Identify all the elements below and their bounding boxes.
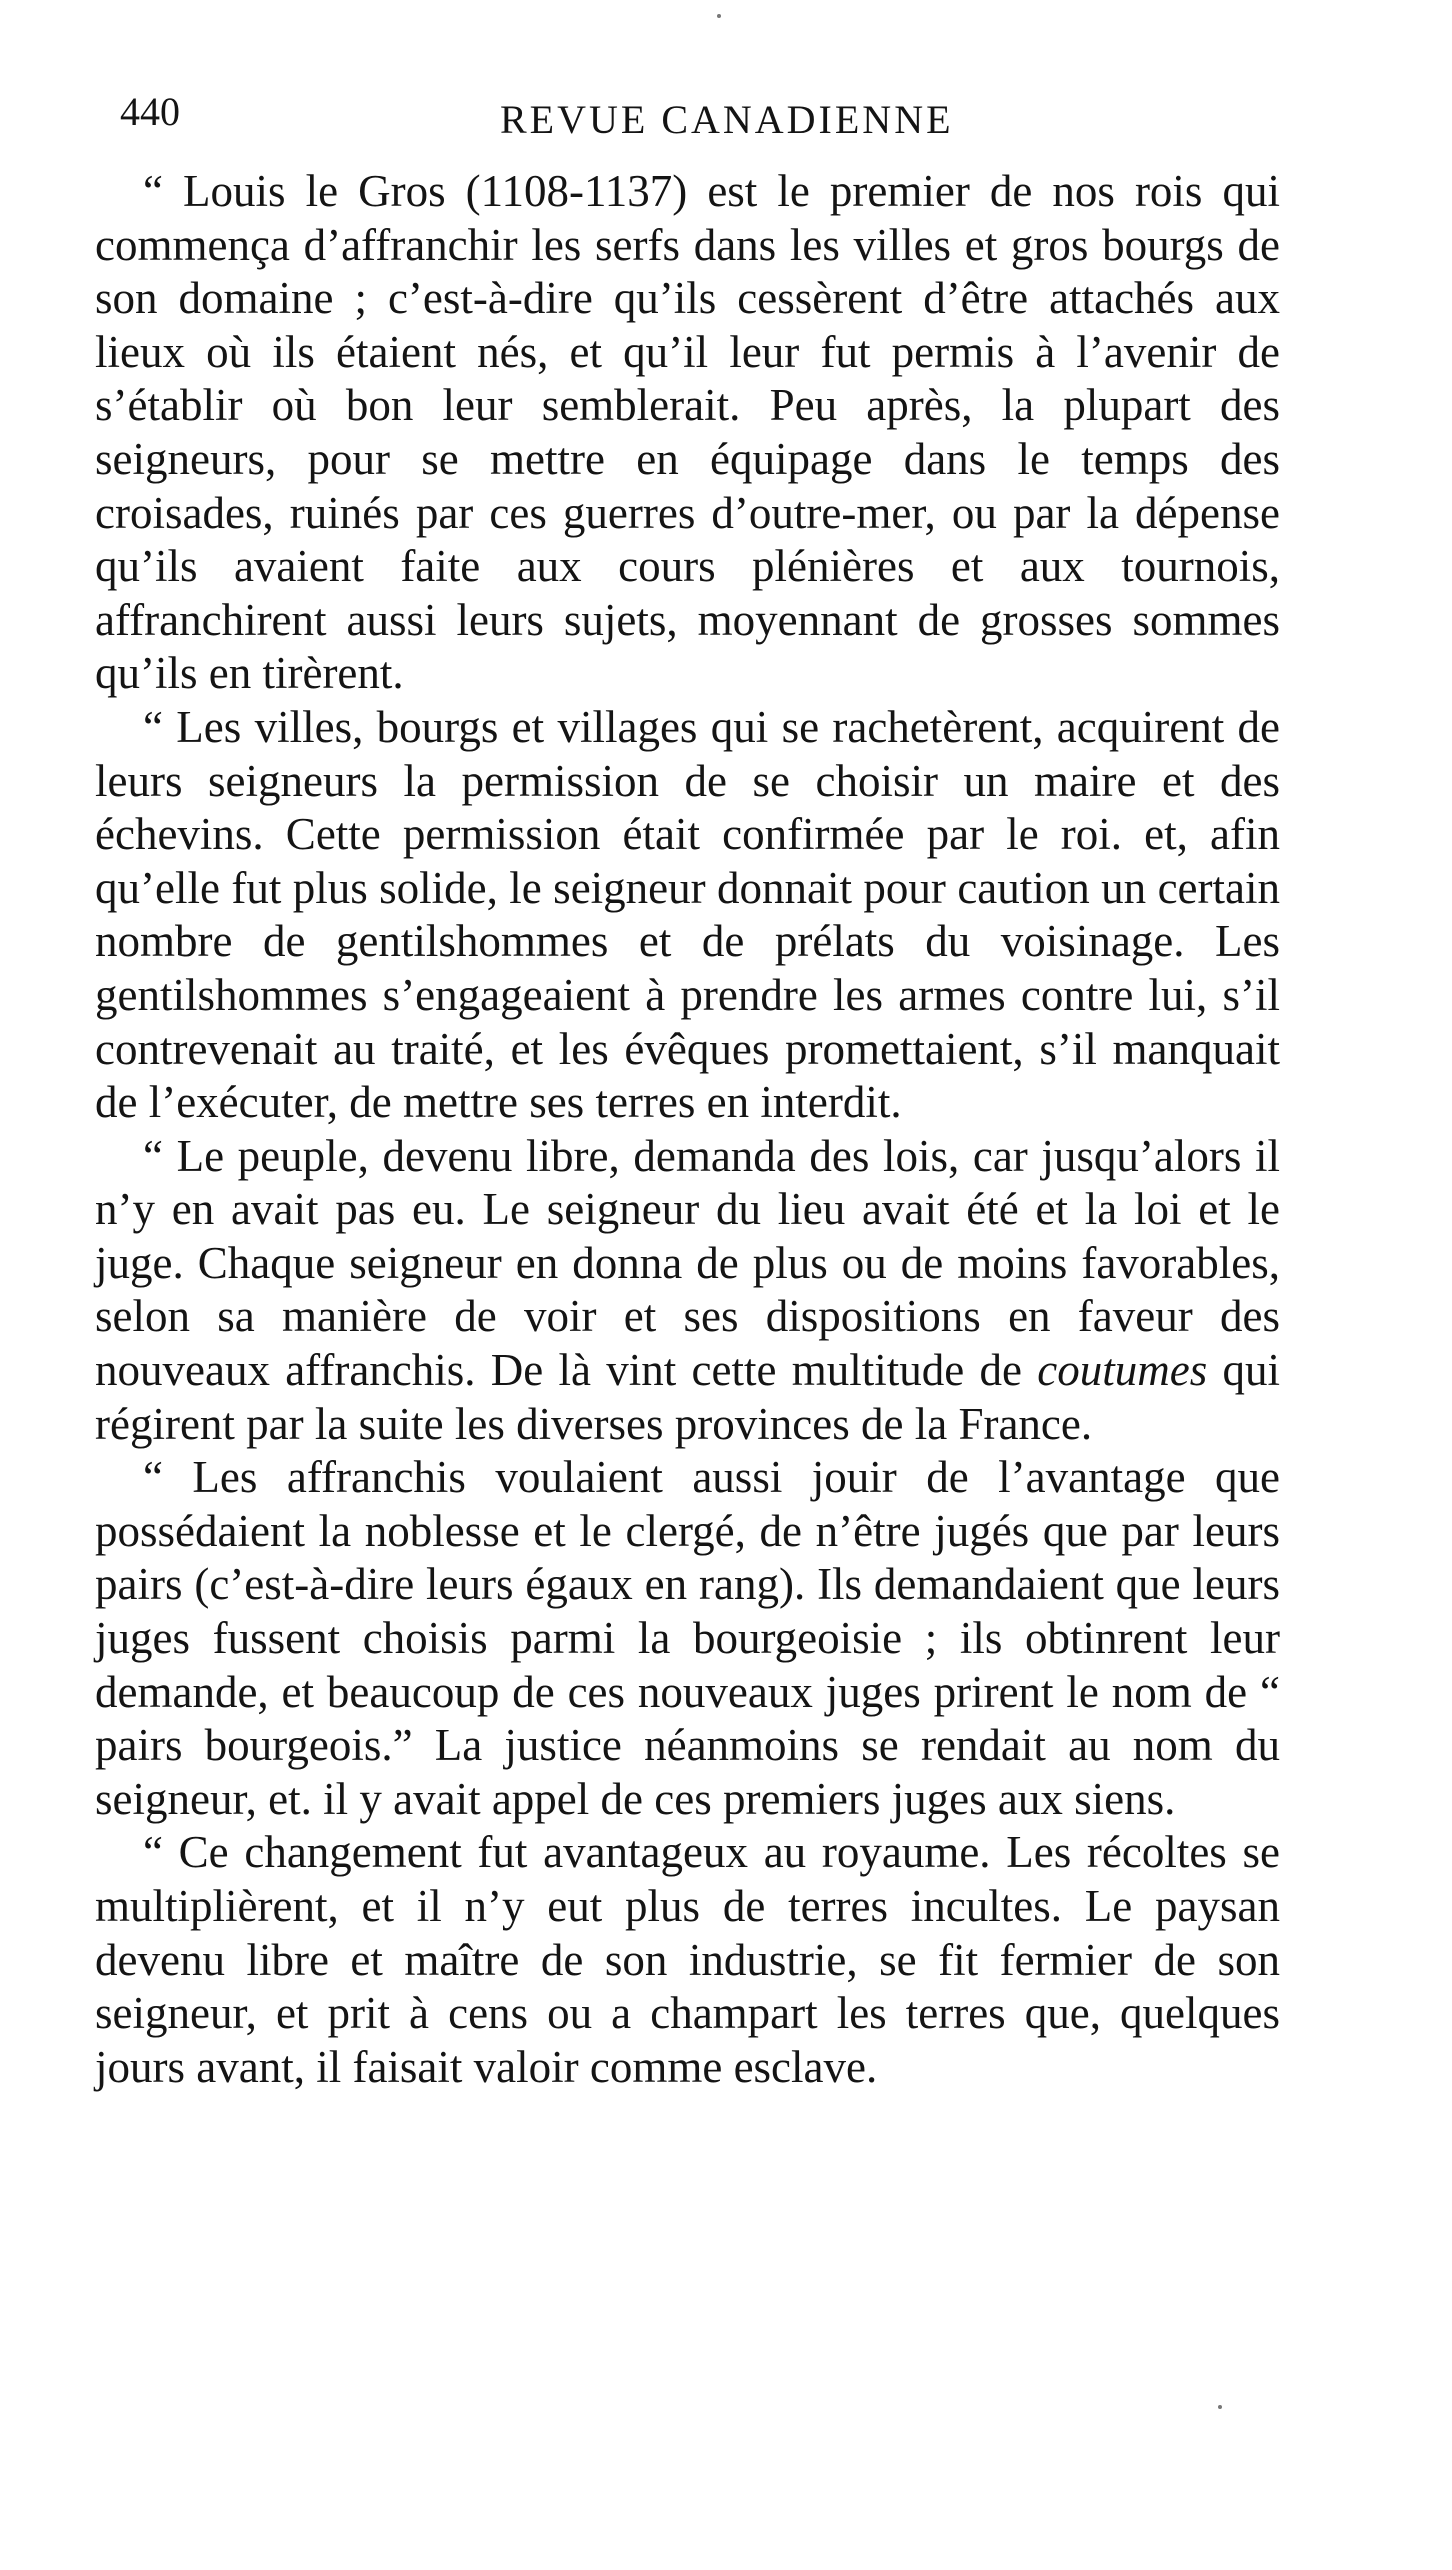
paragraph-text: qui régirent par la suite les diverses provinces de la France. [95,1345,1280,1449]
paragraph [95,1826,1280,2094]
page-number: 440 [120,89,180,134]
paragraph [95,1130,1280,1452]
paragraph-text: “ Le peuple, devenu libre, demanda des lois, car jusqu’alors il n’y en avait pas eu. Le seigneur du lieu avait été et la loi et le juge. Chaque seigneur en donna de plus ou de moins favorables, selon sa manière de voir et ses dispositions en faveur des nouveaux affranchis. De là vint cette multitude de [95,1130,1280,1396]
italic-term: coutumes [1037,1345,1208,1396]
paragraph-text: “ Louis le Gros (1108-1137) est le premier de nos rois qui commença d’affranchir les serfs dans les villes et gros bourgs de son domaine ; c’est-à-dire qu’ils cessèrent d’être attachés aux lieux où ils étaient nés, et qu’il leur fut permis à l’avenir de s’établir où bon leur semblerait. Peu après, la plupart des seigneurs, pour se mettre en équipage dans le temps des croisades, ruinés par ces guerres d’outre-mer, ou par la dépense qu’ils avaient faite aux cours plénières et aux tournois, affranchirent aussi leurs sujets, moyennant de grosses sommes qu’ils en tirèrent. [95,166,1280,699]
paragraph [95,165,1280,701]
scan-speck [717,14,721,18]
running-head: REVUE CANADIENNE [500,97,954,142]
body-text [95,165,1280,2094]
paragraph-text: “ Les affranchis voulaient aussi jouir de l’avantage que possédaient la noblesse et le clergé, de n’être jugés que par leurs pairs (c’est-à-dire leurs égaux en rang). Ils demandaient que leurs juges fussent choisis parmi la bourgeoisie ; ils obtinrent leur demande, et beaucoup de ces nouveaux juges prirent le nom de “ pairs bourgeois.” La justice néanmoins se rendait au nom du seigneur, et. il y avait appel de ces premiers juges aux siens. [95,1452,1280,1824]
paragraph-text: “ Ce changement fut avantageux au royaume. Les récoltes se multiplièrent, et il n’y eut plus de terres incultes. Le paysan devenu libre et maître de son industrie, se fit fermier de son seigneur, et prit à cens ou a champart les terres que, quelques jours avant, il faisait valoir comme esclave. [95,1827,1280,2092]
scan-speck [1218,2405,1222,2409]
page-header [120,88,1280,158]
paragraph-text: “ Les villes, bourgs et villages qui se rachetèrent, acquirent de leurs seigneurs la permission de se choisir un maire et des échevins. Cette permission était confirmée par le roi. et, afin qu’elle fut plus solide, le seigneur donnait pour caution un certain nombre de gentilshommes et de prélats du voisinage. Les gentilshommes s’engageaient à prendre les armes contre lui, s’il contrevenait au traité, et les évêques promettaient, s’il manquait de l’exécuter, de mettre ses terres en interdit. [95,701,1280,1128]
paragraph [95,701,1280,1130]
paragraph [95,1451,1280,1826]
